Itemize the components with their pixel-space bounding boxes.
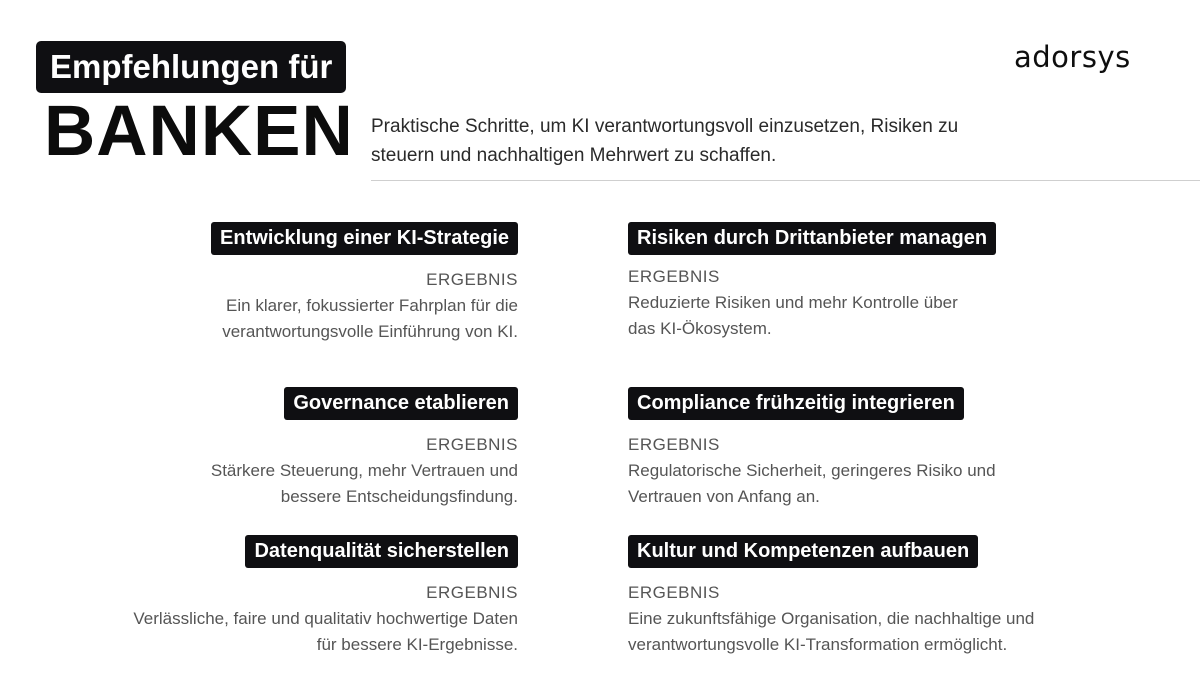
card-title: Compliance frühzeitig integrieren	[628, 387, 964, 420]
card-result-text: Regulatorische Sicherheit, geringeres Risiko und Vertrauen von Anfang an.	[628, 461, 996, 506]
card-result-label: ERGEBNIS	[426, 583, 518, 602]
recommendation-card-drittanbieter	[628, 222, 1098, 342]
card-result-label: ERGEBNIS	[628, 435, 720, 454]
card-title: Risiken durch Drittanbieter managen	[628, 222, 996, 255]
card-title: Kultur und Kompetenzen aufbauen	[628, 535, 978, 568]
recommendation-card-ki-strategie	[48, 222, 518, 345]
header-divider	[371, 180, 1200, 181]
recommendation-card-compliance	[628, 387, 1098, 510]
page-title: BANKEN	[44, 92, 354, 171]
card-result-text: Eine zukunftsfähige Organisation, die nachhaltige und verantwortungsvolle KI-Transformation ermöglicht.	[628, 609, 1035, 654]
card-result-text: Ein klarer, fokussierter Fahrplan für die verantwortungsvolle Einführung von KI.	[222, 296, 518, 341]
card-result-text: Reduzierte Risiken und mehr Kontrolle über das KI-Ökosystem.	[628, 293, 958, 338]
title-tag: Empfehlungen für	[36, 41, 346, 93]
card-title: Entwicklung einer KI-Strategie	[211, 222, 518, 255]
brand-logo: adorsys	[1014, 40, 1131, 74]
card-result-text: Verlässliche, faire und qualitativ hochwertige Daten für bessere KI-Ergebnisse.	[133, 609, 518, 654]
card-result-text: Stärkere Steuerung, mehr Vertrauen und bessere Entscheidungsfindung.	[210, 461, 518, 506]
page-subtitle: Praktische Schritte, um KI verantwortungsvoll einzusetzen, Risiken zu steuern und nachhaltigen Mehrwert zu schaffen.	[371, 116, 959, 166]
card-result-label: ERGEBNIS	[426, 270, 518, 289]
recommendation-card-datenqualitaet	[48, 535, 518, 658]
recommendation-card-kultur	[628, 535, 1098, 658]
recommendation-card-governance	[48, 387, 518, 510]
card-result-label: ERGEBNIS	[628, 267, 720, 286]
card-result-label: ERGEBNIS	[628, 583, 720, 602]
card-title: Datenqualität sicherstellen	[245, 535, 518, 568]
card-result-label: ERGEBNIS	[426, 435, 518, 454]
card-title: Governance etablieren	[284, 387, 518, 420]
